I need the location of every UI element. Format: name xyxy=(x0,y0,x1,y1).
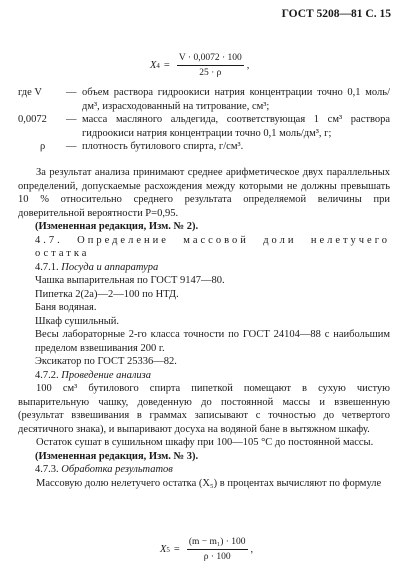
formula-x4-lhs: X xyxy=(150,60,157,71)
definition-dash: — xyxy=(66,87,77,98)
definition-key: где V xyxy=(18,87,42,98)
section-4-7-2-heading xyxy=(35,369,390,383)
formula-x5-denominator: ρ · 100 xyxy=(203,552,231,562)
section-4-7-3-heading xyxy=(35,463,390,477)
formula-x5 xyxy=(160,536,253,563)
definitions-list xyxy=(18,86,390,154)
amendment-2: (Измененная редакция, Изм. № 2). xyxy=(35,221,199,232)
amendment-3: (Измененная редакция, Изм. № 3). xyxy=(35,450,199,462)
formula-x5-numerator: (m − m₁) · 100 xyxy=(187,536,248,550)
procedure-paragraph-2: Остаток сушат в сушильном шкафу при 100—105 °С до постоянной массы. xyxy=(36,437,374,448)
formula-x4-denominator: 25 · ρ xyxy=(199,68,222,78)
paragraph-result: За результат анализа принимают среднее арифметическое двух параллельных определений, допускаемые расхождения между которыми не должны превышать 10 % относительно среднего результата определяемой величины при доверительной вероятности P=0,95. xyxy=(18,167,390,219)
definition-text: объем раствора гидроокиси натрия концентрации точно 0,1 моль/дм³, израсходованный на титрование, см³; xyxy=(82,87,390,112)
equals-sign: = xyxy=(163,60,170,71)
section-4-7-2-number: 4.7.2. xyxy=(35,369,59,381)
formula-x5-sub: 5 xyxy=(166,545,170,554)
section-4-7-2-title: Проведение анализа xyxy=(61,369,152,381)
definition-0-0072 xyxy=(18,113,390,140)
main-text xyxy=(18,166,390,490)
formula-x5-lhs: X xyxy=(160,544,167,555)
formula-x4 xyxy=(150,52,249,79)
definition-dash: — xyxy=(66,114,77,125)
definition-dash: — xyxy=(66,141,77,152)
definition-v xyxy=(18,86,390,113)
equipment-item: Шкаф сушильный. xyxy=(35,315,120,327)
calculation-paragraph: Массовую долю нелетучего остатка (X₅) в процентах вычисляют по формуле xyxy=(36,477,382,489)
formula-x4-tail: , xyxy=(246,60,250,71)
formula-x4-numerator: V · 0,0072 · 100 xyxy=(177,52,244,66)
definition-text: масса масляного альдегида, соответствующая 1 см³ раствора гидроокиси натрия концентрации точно 0,1 моль/дм³, г; xyxy=(82,114,390,139)
section-4-7-1-title: Посуда и аппаратура xyxy=(61,261,159,273)
section-4-7-3-title: Обработка результатов xyxy=(61,464,173,475)
equipment-item: Чашка выпарительная по ГОСТ 9147—80. xyxy=(35,275,225,286)
definition-key: 0,0072 xyxy=(18,114,47,125)
formula-x4-fraction xyxy=(177,52,244,79)
definition-text: плотность бутилового спирта, г/см³. xyxy=(82,141,244,152)
page-header: ГОСТ 5208—81 С. 15 xyxy=(281,8,391,20)
equipment-item: Весы лабораторные 2-го класса точности по ГОСТ 24104—88 с наибольшим пределом взвешивания 200 г. xyxy=(35,329,390,354)
procedure-paragraph-1: 100 см³ бутилового спирта пипеткой помещают в сухую чистую выпарительную чашку, доведенную до постоянной массы и взвешенную (результат взвешивания в граммах записывают с точностью до четвертого десятичного знака), и выпаривают досуха на водяной бане в вытяжном шкафу. xyxy=(18,383,390,435)
definition-rho xyxy=(18,140,390,154)
equipment-item: Эксикатор по ГОСТ 25336—82. xyxy=(35,356,177,367)
section-4-7-heading: 4.7. Определение массовой доли нелетучего остатка xyxy=(35,234,390,259)
section-4-7-3-number: 4.7.3. xyxy=(35,464,59,475)
formula-x4-sub: 4 xyxy=(156,61,160,70)
section-4-7-1-number: 4.7.1. xyxy=(35,261,59,273)
equals-sign: = xyxy=(173,544,180,555)
formula-x5-fraction xyxy=(187,536,248,563)
section-4-7-1-heading xyxy=(35,261,390,275)
equipment-item: Пипетка 2(2а)—2—100 по НТД. xyxy=(35,288,179,300)
equipment-item: Баня водяная. xyxy=(35,302,97,313)
formula-x5-tail: , xyxy=(250,544,254,555)
definition-key: ρ xyxy=(40,141,46,152)
